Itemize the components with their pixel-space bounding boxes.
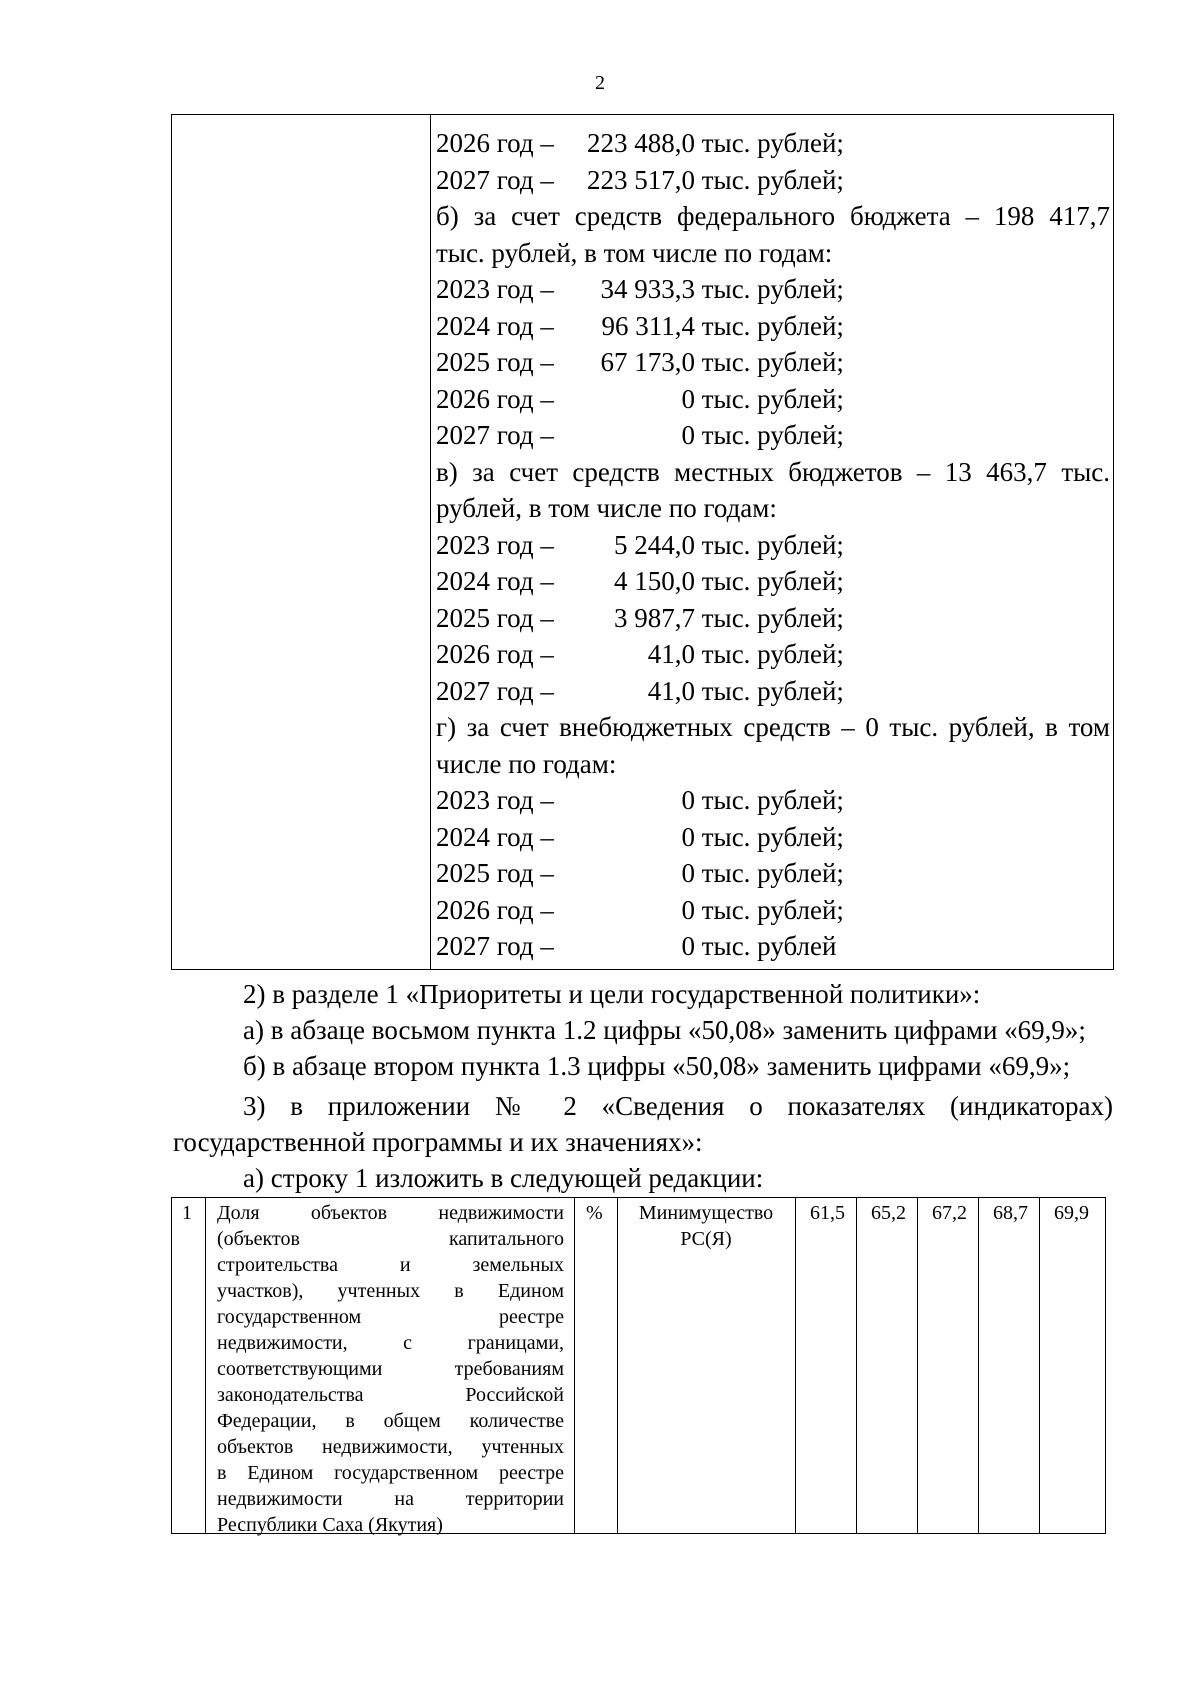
indicator-name-line: законодательства Российской — [217, 1384, 564, 1406]
funding-year-line — [436, 271, 1110, 308]
funding-year-line — [436, 162, 1110, 199]
funding-lines — [436, 125, 1110, 965]
funding-amount: 5 244,0 — [614, 529, 695, 560]
funding-text-line: рублей, в том числе по годам: — [436, 493, 777, 523]
funding-year: 2027 год – — [436, 931, 554, 961]
funding-year-line — [436, 892, 1110, 929]
indicator-value: 69,9 — [1054, 1202, 1089, 1224]
funding-amount: 0 — [681, 785, 695, 815]
column-divider — [917, 1198, 918, 1533]
column-divider — [574, 1198, 575, 1533]
paragraph-item-3a: а) строку 1 изложить в следующей редакции: — [243, 1163, 764, 1193]
funding-amount: 223 488,0 — [587, 128, 695, 158]
funding-amount: 0 — [681, 383, 695, 414]
funding-amount: 67 173,0 — [600, 347, 695, 377]
funding-year: 2026 год – — [436, 383, 554, 414]
funding-text-line: в) за счет средств местных бюджетов – 13 463,7 тыс. — [436, 456, 1110, 487]
responsible-agency: Минимущество РС(Я) — [638, 1202, 774, 1250]
funding-amount: 223 517,0 — [587, 164, 695, 195]
funding-amount: 0 — [681, 821, 695, 852]
indicator-value: 67,2 — [932, 1202, 967, 1224]
funding-year: 2027 год – — [436, 420, 554, 450]
funding-text-line: г) за счет внебюджетных средств – 0 тыс. рублей, в том — [436, 712, 1110, 742]
funding-amount: 41,0 — [647, 639, 695, 669]
indicator-value: 68,7 — [993, 1202, 1028, 1224]
indicator-name — [217, 1200, 564, 1538]
funding-text-line: б) за счет средств федерального бюджета – 198 417,7 — [436, 201, 1110, 231]
funding-year-line — [436, 636, 1110, 673]
funding-unit: тыс. рублей; — [701, 274, 844, 304]
funding-year: 2026 год – — [436, 894, 554, 925]
funding-amount: 0 — [681, 894, 695, 925]
funding-unit: тыс. рублей; — [701, 128, 844, 158]
funding-year-line — [436, 673, 1110, 710]
indicator-name-line: Федерации, в общем количестве — [217, 1410, 564, 1432]
funding-unit: тыс. рублей; — [701, 639, 844, 669]
funding-unit: тыс. рублей — [701, 931, 837, 961]
funding-year-line — [436, 308, 1110, 345]
funding-unit: тыс. рублей; — [701, 529, 844, 560]
funding-unit: тыс. рублей; — [701, 894, 844, 925]
funding-amount: 4 150,0 — [614, 566, 695, 596]
funding-text-line: числе по годам: — [436, 748, 617, 779]
indicator-name-line: соответствующими требованиям — [217, 1358, 564, 1380]
paragraph-item-3-line1: 3) в приложении № 2 «Сведения о показателях (индикаторах) — [243, 1091, 1113, 1121]
paragraph-item-3-line2: государственной программы и их значениях»: — [173, 1127, 703, 1157]
funding-table-divider — [430, 115, 431, 969]
funding-year-line — [436, 417, 1110, 454]
funding-year: 2023 год – — [436, 785, 554, 815]
column-divider — [1039, 1198, 1040, 1533]
indicator-name-line: объектов недвижимости, учтенных — [217, 1436, 564, 1458]
funding-year: 2027 год – — [436, 164, 554, 195]
paragraph-item-a: а) в абзаце восьмом пункта 1.2 цифры «50,08» заменить цифрами «69,9»; — [243, 1015, 1086, 1045]
funding-year: 2024 год – — [436, 310, 554, 341]
column-divider — [617, 1198, 618, 1533]
funding-unit: тыс. рублей; — [701, 821, 844, 852]
funding-year: 2023 год – — [436, 274, 554, 304]
indicator-table — [171, 1197, 1106, 1534]
funding-year: 2023 год – — [436, 529, 554, 560]
funding-year-line — [436, 125, 1110, 162]
funding-unit: тыс. рублей; — [701, 383, 844, 414]
column-divider — [856, 1198, 857, 1533]
funding-unit: тыс. рублей; — [701, 347, 844, 377]
indicator-value: 65,2 — [871, 1202, 906, 1224]
funding-amount: 41,0 — [647, 675, 695, 706]
indicator-name-line: государственном реестре — [217, 1306, 564, 1328]
funding-amount: 3 987,7 — [614, 602, 695, 633]
paragraph-item-b: б) в абзаце втором пункта 1.3 цифры «50,08» заменить цифрами «69,9»; — [243, 1051, 1071, 1081]
funding-table — [171, 114, 1114, 970]
indicator-unit: % — [586, 1202, 603, 1224]
funding-year-line — [436, 819, 1110, 856]
funding-year: 2026 год – — [436, 639, 554, 669]
funding-year: 2025 год – — [436, 602, 554, 633]
funding-text-line: тыс. рублей, в том числе по годам: — [436, 237, 833, 268]
indicator-name-line: в Едином государственном реестре — [217, 1462, 564, 1484]
funding-year-line — [436, 344, 1110, 381]
indicator-name-line: недвижимости, с границами, — [217, 1332, 564, 1354]
funding-year-line — [436, 563, 1110, 600]
funding-unit: тыс. рублей; — [701, 858, 844, 888]
funding-amount: 34 933,3 — [600, 274, 695, 304]
funding-unit: тыс. рублей; — [701, 164, 844, 195]
indicator-value: 61,5 — [810, 1202, 845, 1224]
indicator-name-line: участков), учтенных в Едином — [217, 1280, 564, 1302]
funding-year: 2024 год – — [436, 821, 554, 852]
funding-unit: тыс. рублей; — [701, 602, 844, 633]
indicator-name-line: (объектов капитального — [217, 1228, 564, 1250]
funding-year-line — [436, 782, 1110, 819]
indicator-name-line: недвижимости на территории — [217, 1488, 564, 1510]
column-divider — [205, 1198, 206, 1533]
funding-unit: тыс. рублей; — [701, 310, 844, 341]
column-divider — [795, 1198, 796, 1533]
funding-year: 2026 год – — [436, 128, 554, 158]
funding-unit: тыс. рублей; — [701, 785, 844, 815]
funding-amount: 0 — [681, 858, 695, 888]
funding-year-line — [436, 855, 1110, 892]
funding-year-line — [436, 928, 1110, 965]
funding-year: 2024 год – — [436, 566, 554, 596]
funding-unit: тыс. рублей; — [701, 420, 844, 450]
funding-year-line — [436, 381, 1110, 418]
funding-amount: 0 — [681, 931, 695, 961]
funding-unit: тыс. рублей; — [701, 675, 844, 706]
funding-year-line — [436, 527, 1110, 564]
column-divider — [978, 1198, 979, 1533]
funding-amount: 96 311,4 — [601, 310, 695, 341]
funding-year: 2025 год – — [436, 858, 554, 888]
page-number: 2 — [595, 72, 605, 94]
row-number: 1 — [182, 1202, 192, 1224]
indicator-name-line: Доля объектов недвижимости — [217, 1202, 564, 1224]
funding-amount: 0 — [681, 420, 695, 450]
paragraph-section-1: 2) в разделе 1 «Приоритеты и цели государственной политики»: — [243, 979, 981, 1009]
indicator-name-line: Республики Саха (Якутия) — [217, 1514, 443, 1536]
funding-year: 2025 год – — [436, 347, 554, 377]
funding-year: 2027 год – — [436, 675, 554, 706]
funding-unit: тыс. рублей; — [701, 566, 844, 596]
indicator-name-line: строительства и земельных — [217, 1254, 564, 1276]
funding-year-line — [436, 600, 1110, 637]
